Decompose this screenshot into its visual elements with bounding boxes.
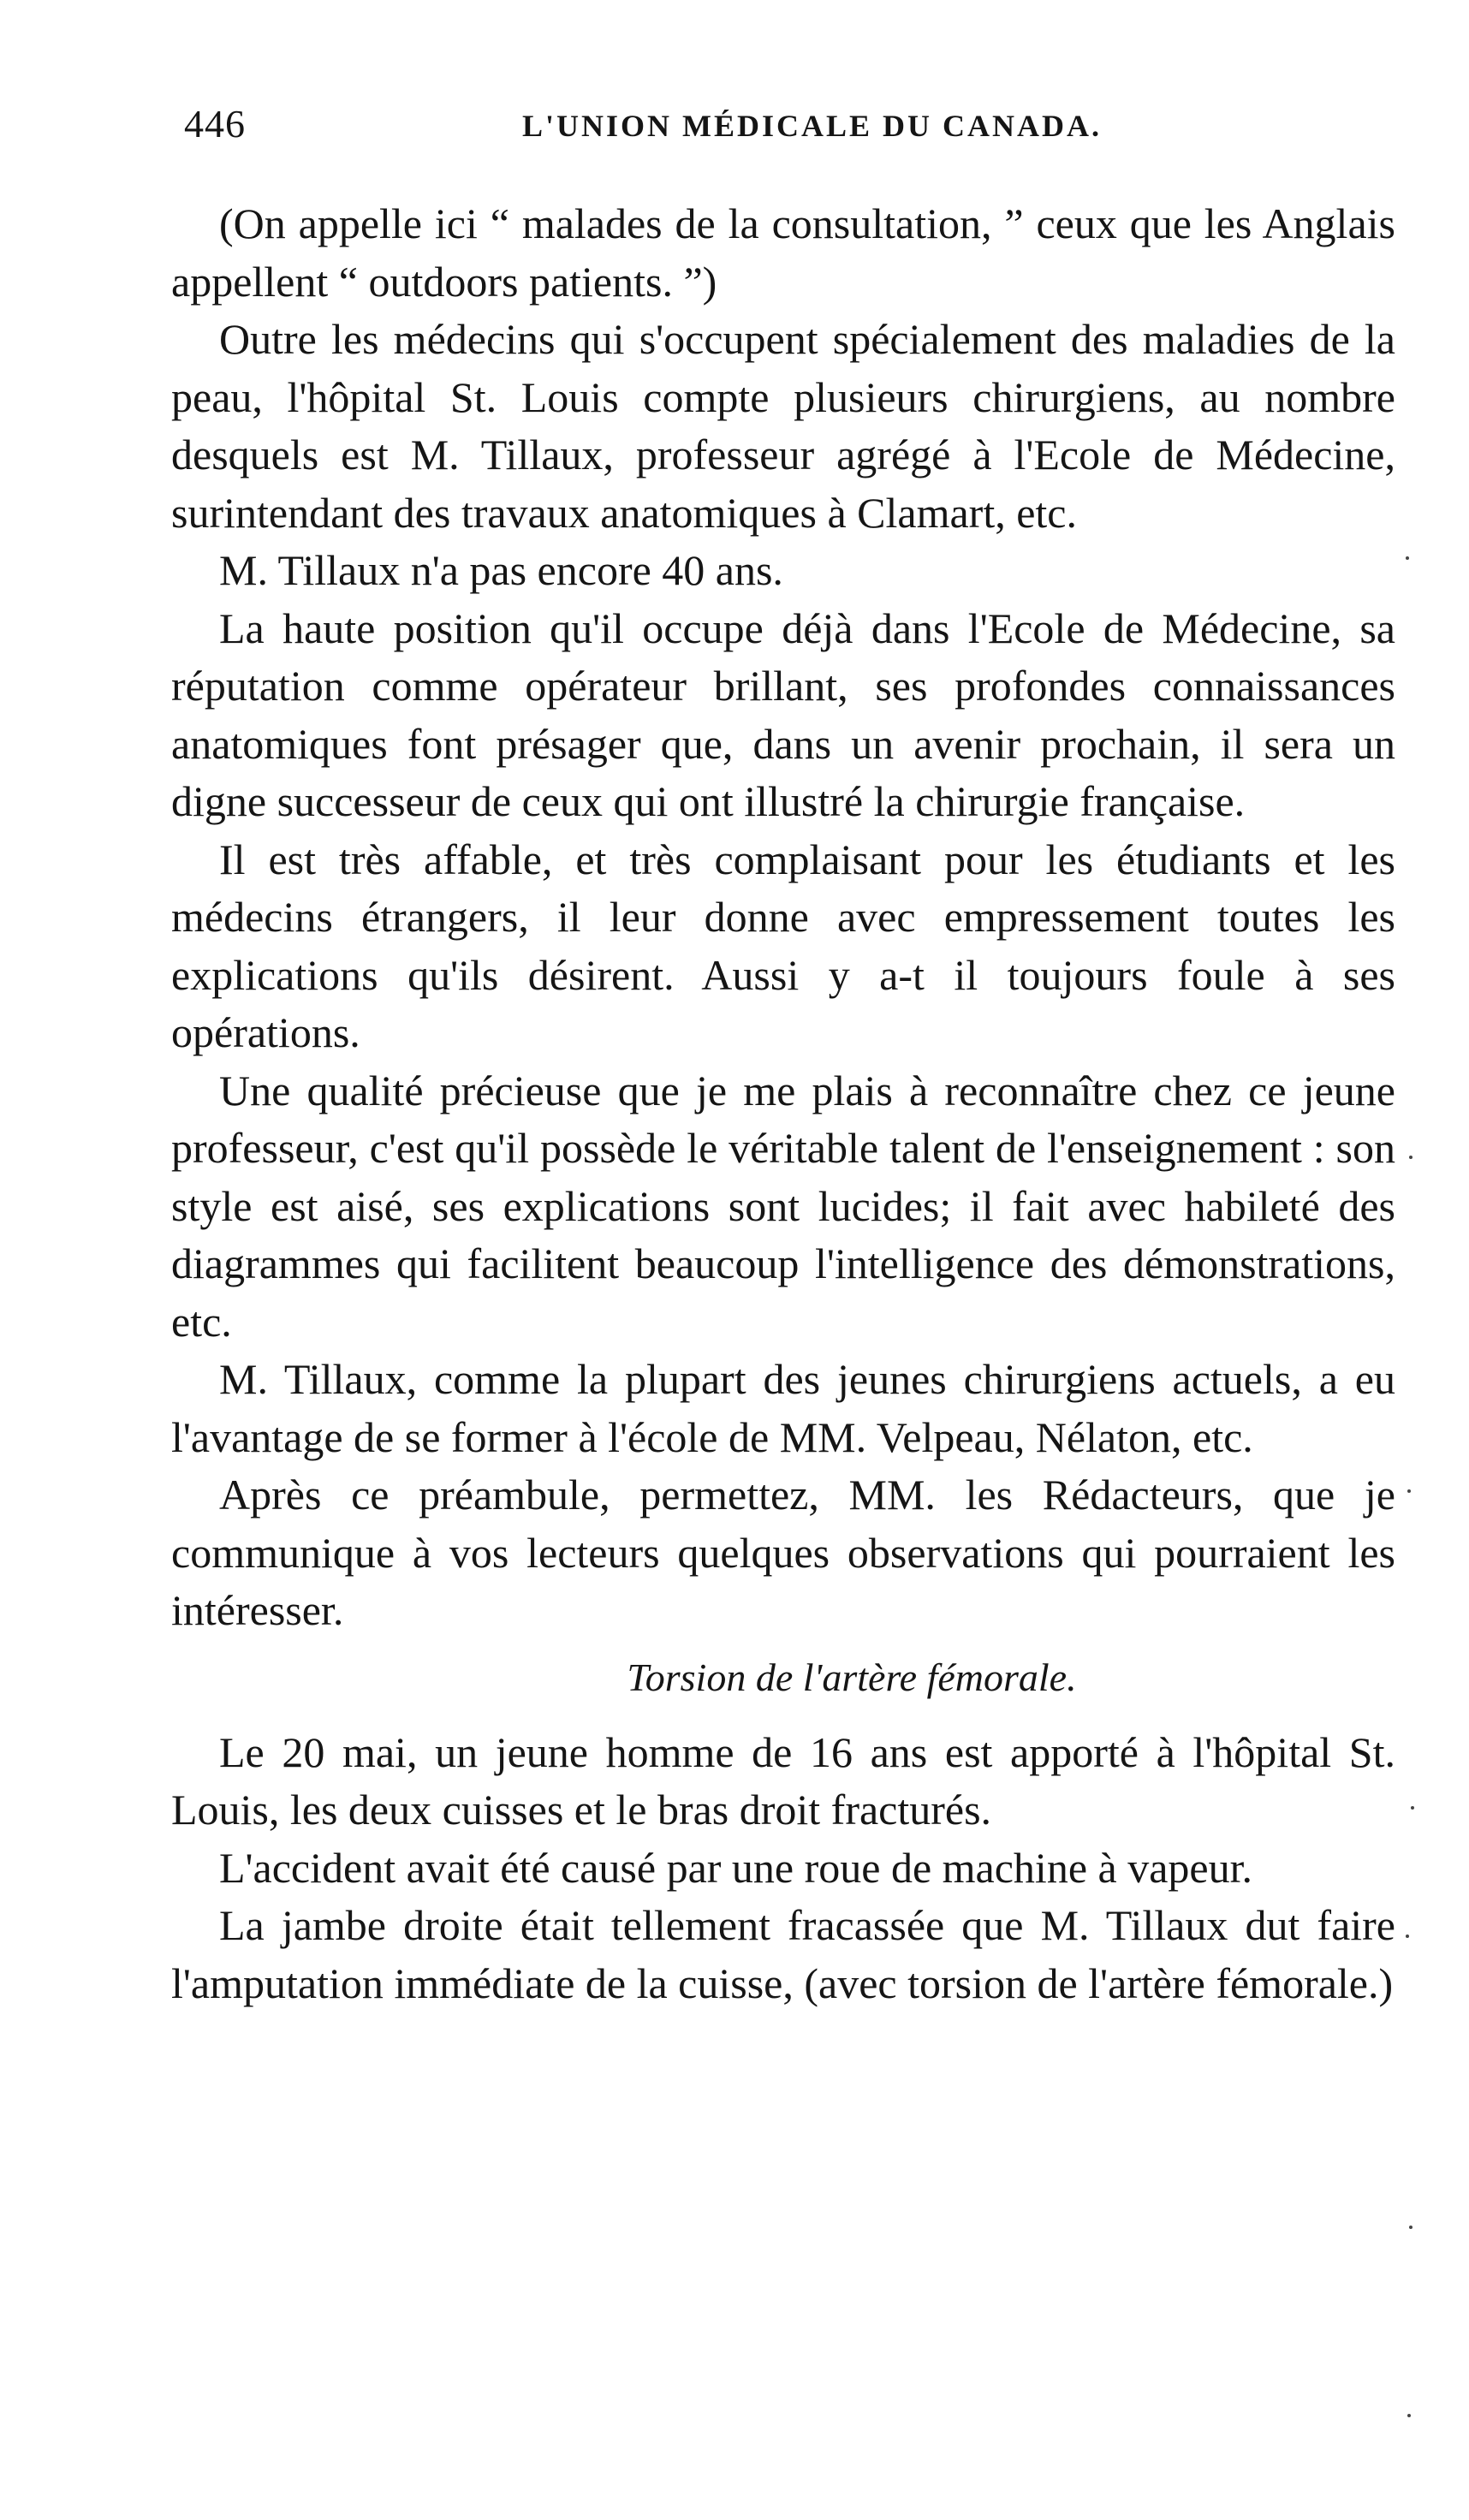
- paragraph-case-arrival: Le 20 mai, un jeune homme de 16 ans est apporté à l'hôpital St. Louis, les deux cuisses et le bras droit fracturés.: [171, 1727, 1395, 1834]
- running-head: L'UNION MÉDICALE DU CANADA.: [522, 109, 1103, 143]
- paragraph-consultation-note: (On appelle ici “ malades de la consultation, ” ceux que les Anglais appellent “ outdoors patients. ”): [171, 199, 1395, 306]
- section-title: Torsion de l'artère fémorale.: [627, 1655, 1077, 1699]
- paragraph-age: M. Tillaux n'a pas encore 40 ans.: [219, 546, 783, 594]
- paragraph-case-amputation: La jambe droite était tellement fracassée que M. Tillaux dut faire l'amputation immédiate de la cuisse, (avec torsion de l'artère fémorale.): [171, 1901, 1395, 2007]
- paragraph-surgeons: Outre les médecins qui s'occupent spécialement des maladies de la peau, l'hôpital St. Louis compte plusieurs chirurgiens, au nombre desquels est M. Tillaux, professeur agrégé à l'Ecole de Médecine, surintendant des travaux anatomiques à Clamart, etc.: [171, 315, 1395, 537]
- page-number: 446: [184, 102, 246, 146]
- paragraph-preamble: Après ce préambule, permettez, MM. les Rédacteurs, que je communique à vos lecteurs quelques observations qui pourraient les intéresser.: [171, 1471, 1395, 1634]
- body-text: [171, 195, 1395, 2012]
- paragraph-teaching: Une qualité précieuse que je me plais à reconnaître chez ce jeune professeur, c'est qu'il possède le véritable talent de l'enseignement : son style est aisé, ses explications sont lucides; il fait avec habileté des diagrammes qui facilitent beaucoup l'intelligence des démonstrations, etc.: [171, 1066, 1395, 1346]
- paragraph-case-accident: L'accident avait été causé par une roue de machine à vapeur.: [219, 1843, 1252, 1892]
- paragraph-reputation: La haute position qu'il occupe déjà dans l'Ecole de Médecine, sa réputation comme opérateur brillant, ses profondes connaissances anatomiques font présager que, dans un avenir prochain, il sera un digne successeur de ceux qui ont illustré la chirurgie française.: [171, 603, 1395, 825]
- paragraph-affable: Il est très affable, et très complaisant pour les étudiants et les médecins étrangers, il leur donne avec empressement toutes les explications qu'ils désirent. Aussi y a-t il toujours foule à ses opérations.: [171, 835, 1395, 1056]
- scan-edge-specks: [1404, 154, 1421, 2465]
- page-header: [184, 101, 1203, 152]
- paragraph-training: M. Tillaux, comme la plupart des jeunes chirurgiens actuels, a eu l'avantage de se former à l'école de MM. Velpeau, Nélaton, etc.: [171, 1355, 1395, 1461]
